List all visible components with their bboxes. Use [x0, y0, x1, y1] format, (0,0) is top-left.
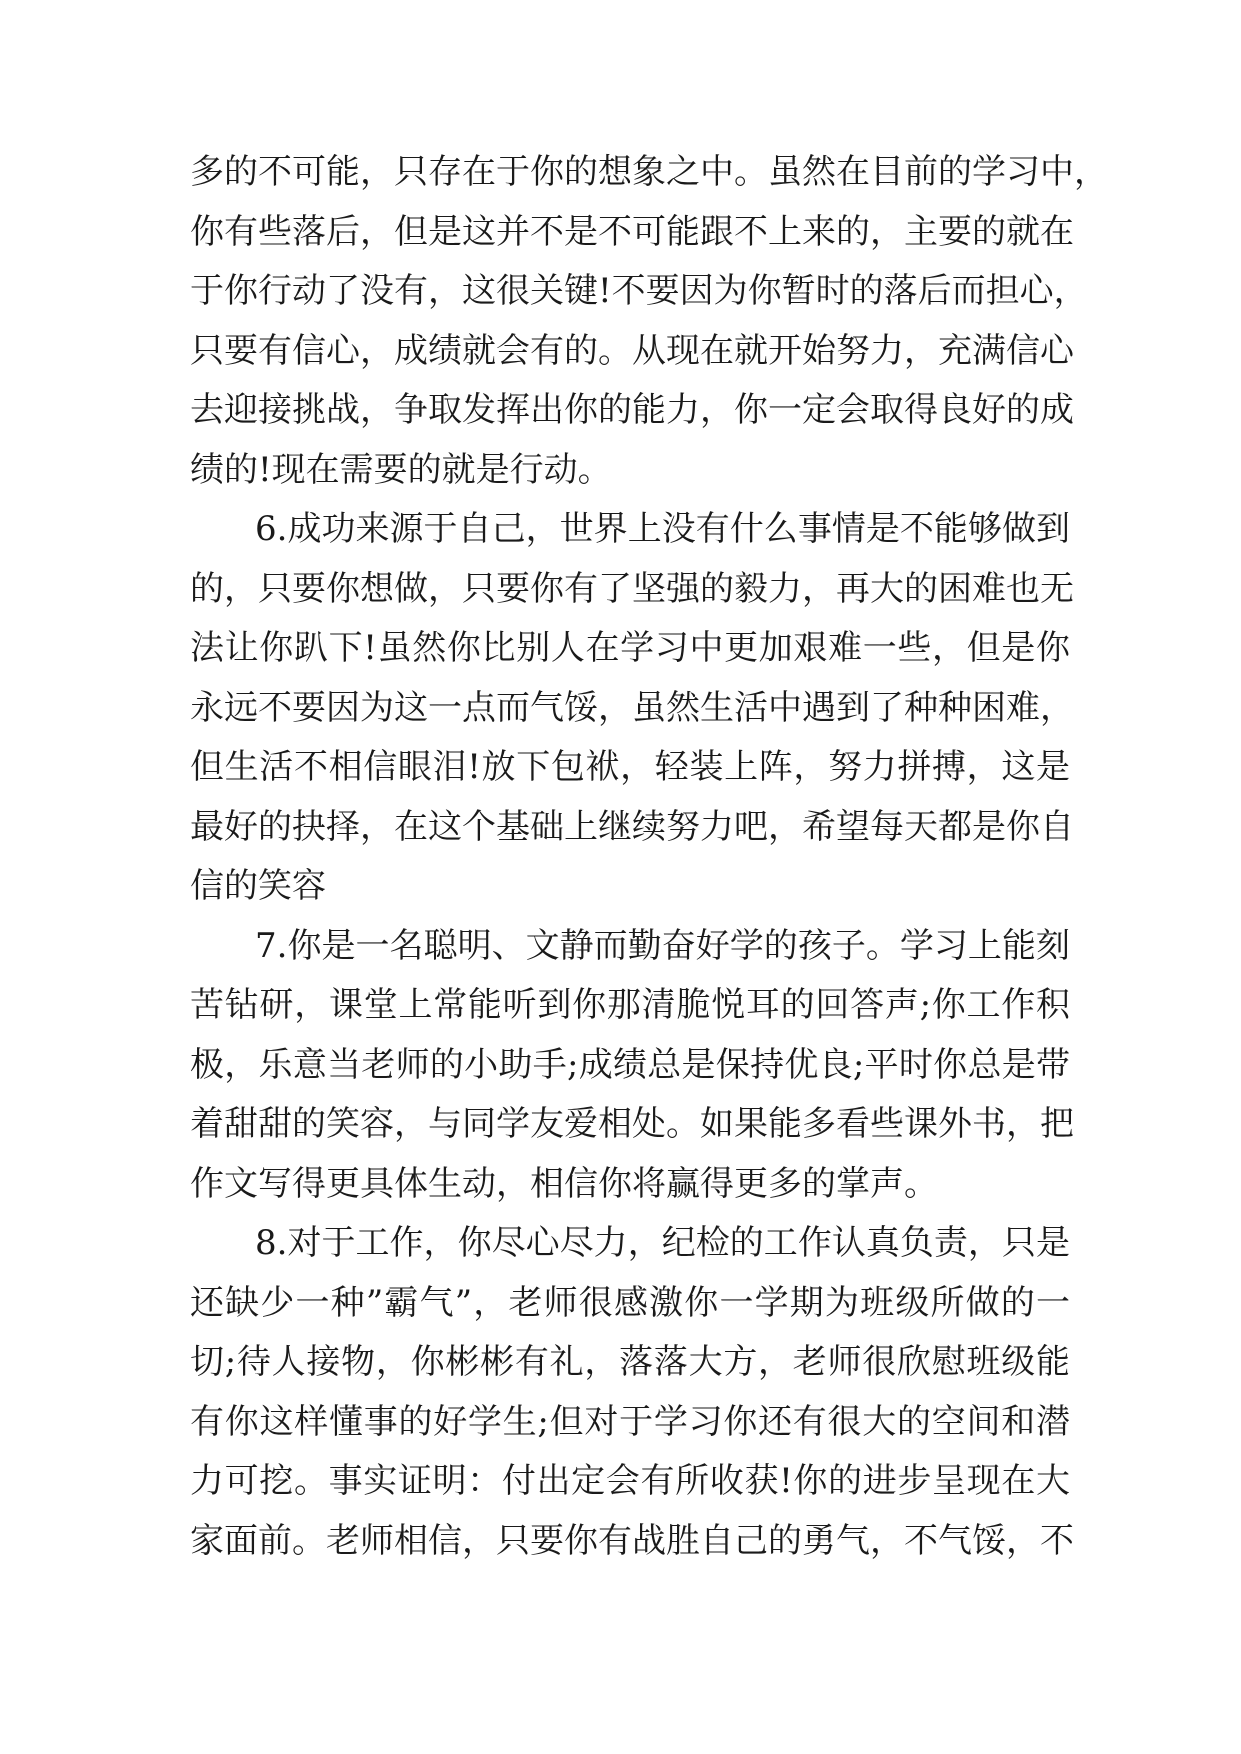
text-line: 苦钻研，课堂上常能听到你那清脆悦耳的回答声;你工作积	[190, 985, 1070, 1025]
document-body	[190, 143, 1108, 1571]
text-line: 绩的!现在需要的就是行动。	[190, 449, 612, 490]
text-line: 永远不要因为这一点而气馁，虽然生活中遇到了种种困难，	[190, 687, 1074, 728]
text-line: 着甜甜的笑容，与同学友爱相处。如果能多看些课外书，把	[190, 1104, 1074, 1144]
text-line: 最好的抉择，在这个基础上继续努力吧，希望每天都是你自	[190, 806, 1074, 847]
text-line: 家面前。老师相信，只要你有战胜自己的勇气，不气馁，不	[190, 1520, 1074, 1561]
text-line: 力可挖。事实证明：付出定会有所收获!你的进步呈现在大	[190, 1461, 1070, 1501]
text-line: 多的不可能，只存在于你的想象之中。虽然在目前的学习中，	[190, 152, 1108, 192]
text-line: 8.对于工作，你尽心尽力，纪检的工作认真负责，只是	[255, 1223, 1070, 1263]
text-line: 法让你趴下!虽然你比别人在学习中更加艰难一些，但是你	[190, 628, 1070, 668]
text-line: 于你行动了没有，这很关键!不要因为你暂时的落后而担心，	[190, 271, 1088, 311]
text-line: 还缺少一种”霸气”，老师很感激你一学期为班级所做的一	[190, 1282, 1070, 1323]
text-line: 信的笑容	[190, 866, 326, 906]
text-line: 极，乐意当老师的小助手;成绩总是保持优良;平时你总是带	[190, 1044, 1070, 1085]
text-line: 只要有信心，成绩就会有的。从现在就开始努力，充满信心	[190, 330, 1074, 371]
text-line: 但生活不相信眼泪!放下包袱，轻装上阵，努力拼搏，这是	[190, 747, 1070, 787]
text-line: 作文写得更具体生动，相信你将赢得更多的掌声。	[190, 1163, 938, 1204]
text-line: 的，只要你想做，只要你有了坚强的毅力，再大的困难也无	[190, 568, 1074, 609]
text-line: 6.成功来源于自己，世界上没有什么事情是不能够做到	[255, 509, 1070, 549]
text-line: 去迎接挑战，争取发挥出你的能力，你一定会取得良好的成	[190, 390, 1074, 430]
text-line: 有你这样懂事的好学生;但对于学习你还有很大的空间和潜	[190, 1401, 1071, 1442]
text-line: 7.你是一名聪明、文静而勤奋好学的孩子。学习上能刻	[255, 925, 1070, 966]
text-line: 切;待人接物，你彬彬有礼，落落大方，老师很欣慰班级能	[190, 1342, 1070, 1382]
text-line: 你有些落后，但是这并不是不可能跟不上来的，主要的就在	[190, 211, 1074, 252]
